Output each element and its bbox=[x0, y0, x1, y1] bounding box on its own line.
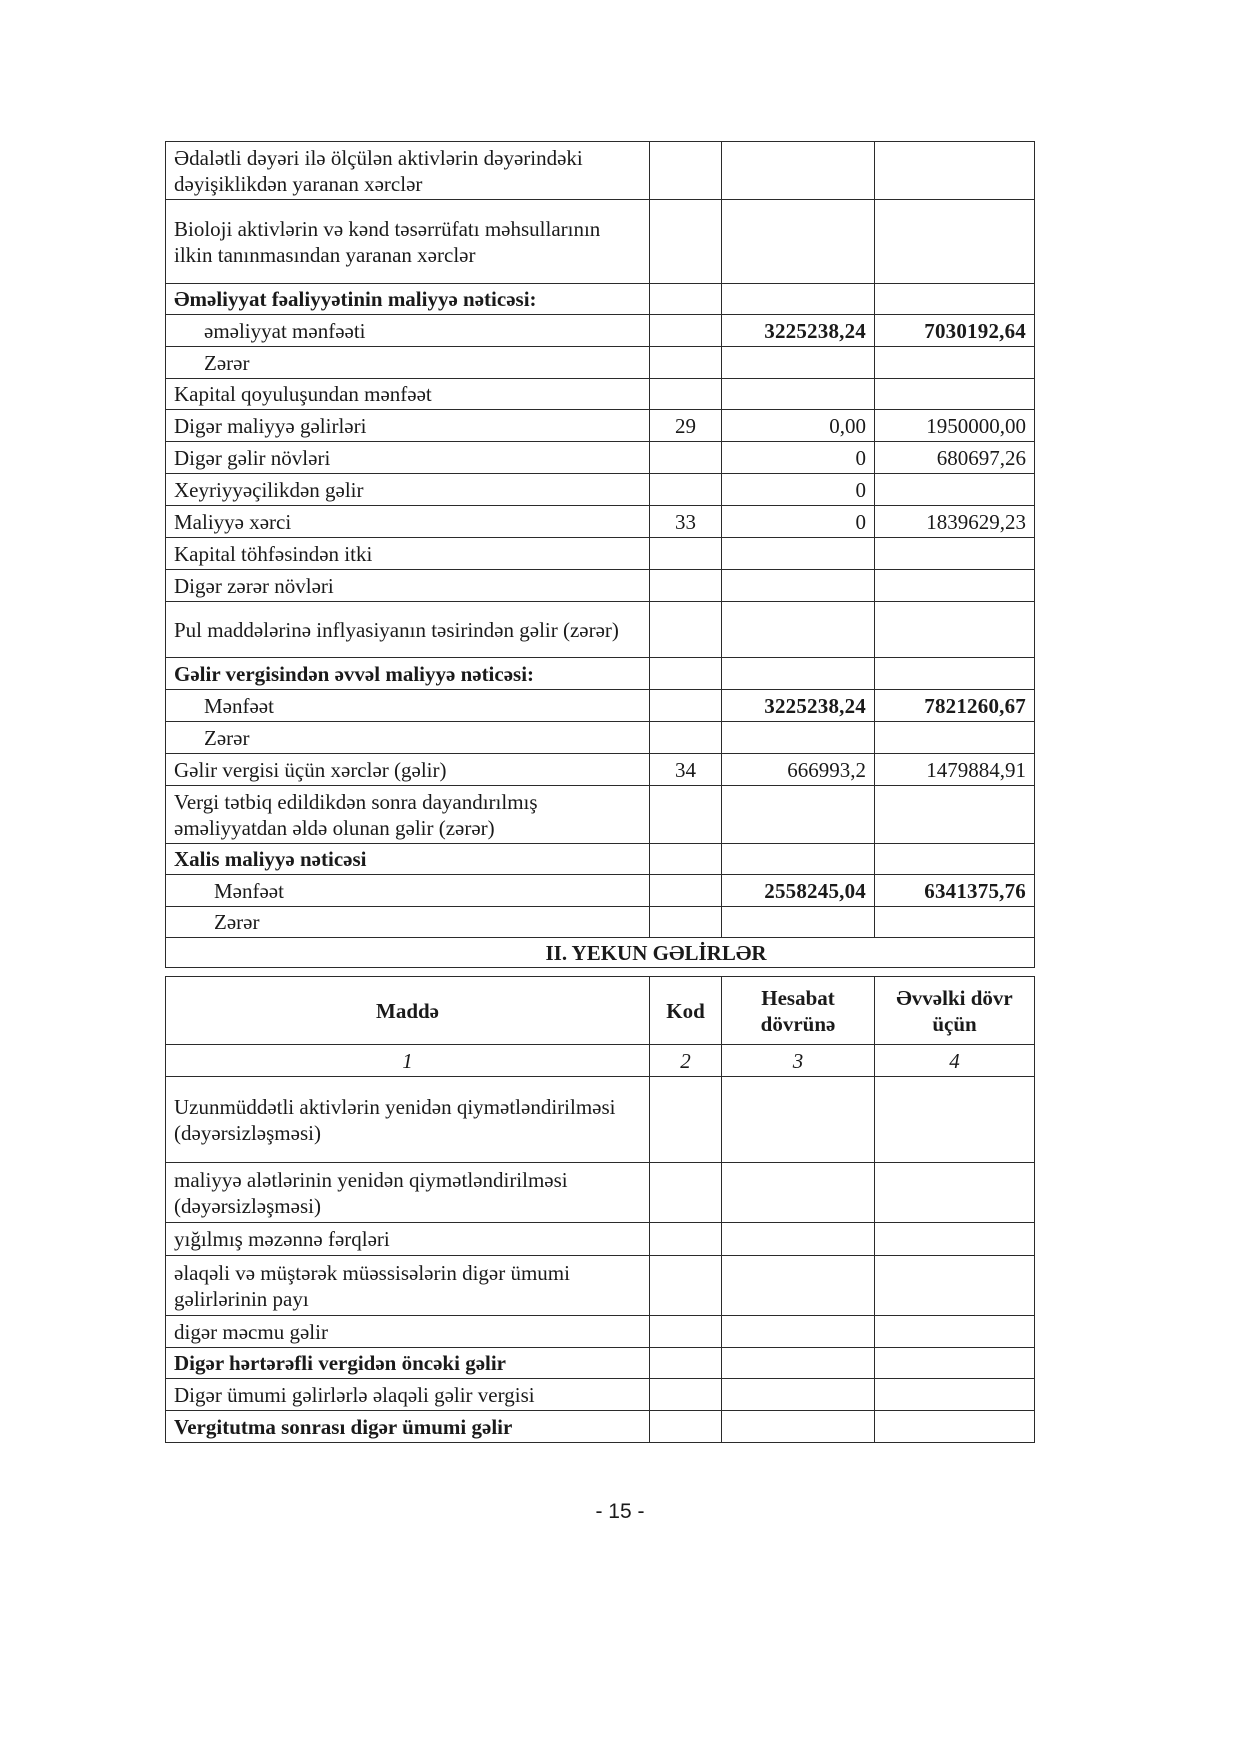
code-cell bbox=[650, 907, 722, 938]
current-period-cell bbox=[722, 722, 875, 754]
table-row bbox=[166, 379, 1035, 410]
previous-period-cell bbox=[875, 1223, 1035, 1256]
code-cell: 33 bbox=[650, 506, 722, 538]
section-label: Əməliyyat fəaliyyətinin maliyyə nəticəsi: bbox=[166, 284, 650, 315]
current-period-cell: 0,00 bbox=[722, 410, 875, 442]
code-cell bbox=[650, 1077, 722, 1163]
code-cell bbox=[650, 1379, 722, 1411]
previous-period-cell bbox=[875, 200, 1035, 284]
code-cell: 29 bbox=[650, 410, 722, 442]
column-number: 1 bbox=[166, 1045, 650, 1077]
table-row bbox=[166, 690, 1035, 722]
current-period-cell: 2558245,04 bbox=[722, 875, 875, 907]
row-label: əlaqəli və müştərək müəssisələrin digər ümumi gəlirlərinin payı bbox=[166, 1256, 650, 1316]
previous-period-cell bbox=[875, 1256, 1035, 1316]
previous-period-cell bbox=[875, 1379, 1035, 1411]
table-row bbox=[166, 658, 1035, 690]
column-header-previous: Əvvəlki dövr üçün bbox=[875, 977, 1035, 1045]
row-label: Bioloji aktivlərin və kənd təsərrüfatı məhsullarının ilkin tanınmasından yaranan xərclər bbox=[166, 200, 650, 284]
row-label: Digər zərər növləri bbox=[166, 570, 650, 602]
previous-period-cell bbox=[875, 379, 1035, 410]
previous-period-cell bbox=[875, 1316, 1035, 1348]
column-number: 2 bbox=[650, 1045, 722, 1077]
code-cell bbox=[650, 1223, 722, 1256]
previous-period-cell bbox=[875, 722, 1035, 754]
current-period-cell bbox=[722, 1077, 875, 1163]
table-row bbox=[166, 347, 1035, 379]
column-number: 3 bbox=[722, 1045, 875, 1077]
current-period-cell bbox=[722, 570, 875, 602]
section-label: Gəlir vergisindən əvvəl maliyyə nəticəsi: bbox=[166, 658, 650, 690]
current-period-cell bbox=[722, 1348, 875, 1379]
table-row bbox=[166, 315, 1035, 347]
current-period-cell bbox=[722, 142, 875, 200]
code-cell bbox=[650, 602, 722, 658]
table-row bbox=[166, 1223, 1035, 1256]
row-label: Digər gəlir növləri bbox=[166, 442, 650, 474]
row-label: Ədalətli dəyəri ilə ölçülən aktivlərin dəyərindəki dəyişiklikdən yaranan xərclər bbox=[166, 142, 650, 200]
row-label: Digər ümumi gəlirlərlə əlaqəli gəlir vergisi bbox=[166, 1379, 650, 1411]
previous-period-cell bbox=[875, 1163, 1035, 1223]
current-period-cell bbox=[722, 907, 875, 938]
current-period-cell: 0 bbox=[722, 442, 875, 474]
current-period-cell bbox=[722, 844, 875, 875]
current-period-cell: 3225238,24 bbox=[722, 315, 875, 347]
page-number: - 15 - bbox=[595, 1500, 645, 1523]
current-period-cell bbox=[722, 347, 875, 379]
current-period-cell: 0 bbox=[722, 506, 875, 538]
current-period-cell bbox=[722, 284, 875, 315]
table-row bbox=[166, 844, 1035, 875]
row-label: Vergi tətbiq edildikdən sonra dayandırılmış əməliyyatdan əldə olunan gəlir (zərər) bbox=[166, 786, 650, 844]
column-number: 4 bbox=[875, 1045, 1035, 1077]
code-cell bbox=[650, 474, 722, 506]
table-row bbox=[166, 538, 1035, 570]
current-period-cell bbox=[722, 200, 875, 284]
table-row bbox=[166, 442, 1035, 474]
table-row bbox=[166, 875, 1035, 907]
current-period-cell bbox=[722, 1163, 875, 1223]
previous-period-cell bbox=[875, 602, 1035, 658]
row-label: Zərər bbox=[166, 907, 650, 938]
code-cell bbox=[650, 379, 722, 410]
table-row bbox=[166, 570, 1035, 602]
table-row bbox=[166, 1348, 1035, 1379]
current-period-cell bbox=[722, 1256, 875, 1316]
table-row bbox=[166, 1379, 1035, 1411]
row-label: Kapital töhfəsindən itki bbox=[166, 538, 650, 570]
code-cell bbox=[650, 690, 722, 722]
table-row bbox=[166, 1163, 1035, 1223]
previous-period-cell bbox=[875, 347, 1035, 379]
previous-period-cell bbox=[875, 1411, 1035, 1443]
code-cell bbox=[650, 284, 722, 315]
row-label: Digər maliyyə gəlirləri bbox=[166, 410, 650, 442]
row-label: digər məcmu gəlir bbox=[166, 1316, 650, 1348]
previous-period-cell bbox=[875, 786, 1035, 844]
code-cell bbox=[650, 1163, 722, 1223]
code-cell bbox=[650, 347, 722, 379]
previous-period-cell bbox=[875, 284, 1035, 315]
row-label: maliyyə alətlərinin yenidən qiymətləndirilməsi (dəyərsizləşməsi) bbox=[166, 1163, 650, 1223]
code-cell bbox=[650, 315, 722, 347]
previous-period-cell bbox=[875, 658, 1035, 690]
row-label: Mənfəət bbox=[166, 875, 650, 907]
table-row bbox=[166, 722, 1035, 754]
current-period-cell bbox=[722, 1379, 875, 1411]
row-label: Pul maddələrinə inflyasiyanın təsirindən gəlir (zərər) bbox=[166, 602, 650, 658]
financial-results-table bbox=[165, 141, 1035, 968]
code-cell bbox=[650, 442, 722, 474]
previous-period-cell bbox=[875, 474, 1035, 506]
comprehensive-income-table bbox=[165, 976, 1035, 1443]
row-label: Zərər bbox=[166, 722, 650, 754]
row-label: Kapital qoyuluşundan mənfəət bbox=[166, 379, 650, 410]
row-label: Digər hərtərəfli vergidən öncəki gəlir bbox=[166, 1348, 650, 1379]
code-cell bbox=[650, 844, 722, 875]
current-period-cell: 3225238,24 bbox=[722, 690, 875, 722]
column-number-row bbox=[166, 1045, 1035, 1077]
header-row bbox=[166, 977, 1035, 1045]
previous-period-cell: 1479884,91 bbox=[875, 754, 1035, 786]
previous-period-cell: 6341375,76 bbox=[875, 875, 1035, 907]
table-row bbox=[166, 1316, 1035, 1348]
column-header-item: Maddə bbox=[166, 977, 650, 1045]
table-row bbox=[166, 1077, 1035, 1163]
row-label: Gəlir vergisi üçün xərclər (gəlir) bbox=[166, 754, 650, 786]
current-period-cell bbox=[722, 1223, 875, 1256]
table-row bbox=[166, 474, 1035, 506]
row-label: Mənfəət bbox=[166, 690, 650, 722]
code-cell bbox=[650, 142, 722, 200]
previous-period-cell bbox=[875, 1077, 1035, 1163]
code-cell bbox=[650, 1348, 722, 1379]
row-label: əməliyyat mənfəəti bbox=[166, 315, 650, 347]
code-cell bbox=[650, 1316, 722, 1348]
current-period-cell bbox=[722, 658, 875, 690]
previous-period-cell bbox=[875, 844, 1035, 875]
current-period-cell bbox=[722, 1411, 875, 1443]
code-cell: 34 bbox=[650, 754, 722, 786]
code-cell bbox=[650, 1411, 722, 1443]
code-cell bbox=[650, 875, 722, 907]
table-row bbox=[166, 1411, 1035, 1443]
code-cell bbox=[650, 786, 722, 844]
code-cell bbox=[650, 570, 722, 602]
row-label: Uzunmüddətli aktivlərin yenidən qiymətləndirilməsi (dəyərsizləşməsi) bbox=[166, 1077, 650, 1163]
previous-period-cell bbox=[875, 570, 1035, 602]
current-period-cell bbox=[722, 786, 875, 844]
section-label: Xalis maliyyə nəticəsi bbox=[166, 844, 650, 875]
previous-period-cell: 1839629,23 bbox=[875, 506, 1035, 538]
column-header-current: Hesabat dövrünə bbox=[722, 977, 875, 1045]
current-period-cell: 0 bbox=[722, 474, 875, 506]
row-label: Maliyyə xərci bbox=[166, 506, 650, 538]
previous-period-cell: 1950000,00 bbox=[875, 410, 1035, 442]
previous-period-cell bbox=[875, 538, 1035, 570]
current-period-cell bbox=[722, 602, 875, 658]
code-cell bbox=[650, 538, 722, 570]
row-label: Xeyriyyəçilikdən gəlir bbox=[166, 474, 650, 506]
previous-period-cell bbox=[875, 142, 1035, 200]
code-cell bbox=[650, 658, 722, 690]
section-title-row bbox=[166, 938, 1035, 968]
code-cell bbox=[650, 722, 722, 754]
current-period-cell bbox=[722, 538, 875, 570]
table-row bbox=[166, 410, 1035, 442]
current-period-cell bbox=[722, 379, 875, 410]
row-label: yığılmış məzənnə fərqləri bbox=[166, 1223, 650, 1256]
table-row bbox=[166, 142, 1035, 200]
previous-period-cell: 7030192,64 bbox=[875, 315, 1035, 347]
previous-period-cell bbox=[875, 1348, 1035, 1379]
code-cell bbox=[650, 1256, 722, 1316]
table-row bbox=[166, 907, 1035, 938]
current-period-cell bbox=[722, 1316, 875, 1348]
table-row bbox=[166, 602, 1035, 658]
section-title: II. YEKUN GƏLİRLƏR bbox=[166, 938, 1035, 968]
table-row bbox=[166, 1256, 1035, 1316]
table-row bbox=[166, 506, 1035, 538]
current-period-cell: 666993,2 bbox=[722, 754, 875, 786]
column-header-code: Kod bbox=[650, 977, 722, 1045]
previous-period-cell: 680697,26 bbox=[875, 442, 1035, 474]
previous-period-cell: 7821260,67 bbox=[875, 690, 1035, 722]
table-row bbox=[166, 200, 1035, 284]
previous-period-cell bbox=[875, 907, 1035, 938]
table-row bbox=[166, 754, 1035, 786]
table-row bbox=[166, 786, 1035, 844]
code-cell bbox=[650, 200, 722, 284]
table-row bbox=[166, 284, 1035, 315]
row-label: Vergitutma sonrası digər ümumi gəlir bbox=[166, 1411, 650, 1443]
row-label: Zərər bbox=[166, 347, 650, 379]
